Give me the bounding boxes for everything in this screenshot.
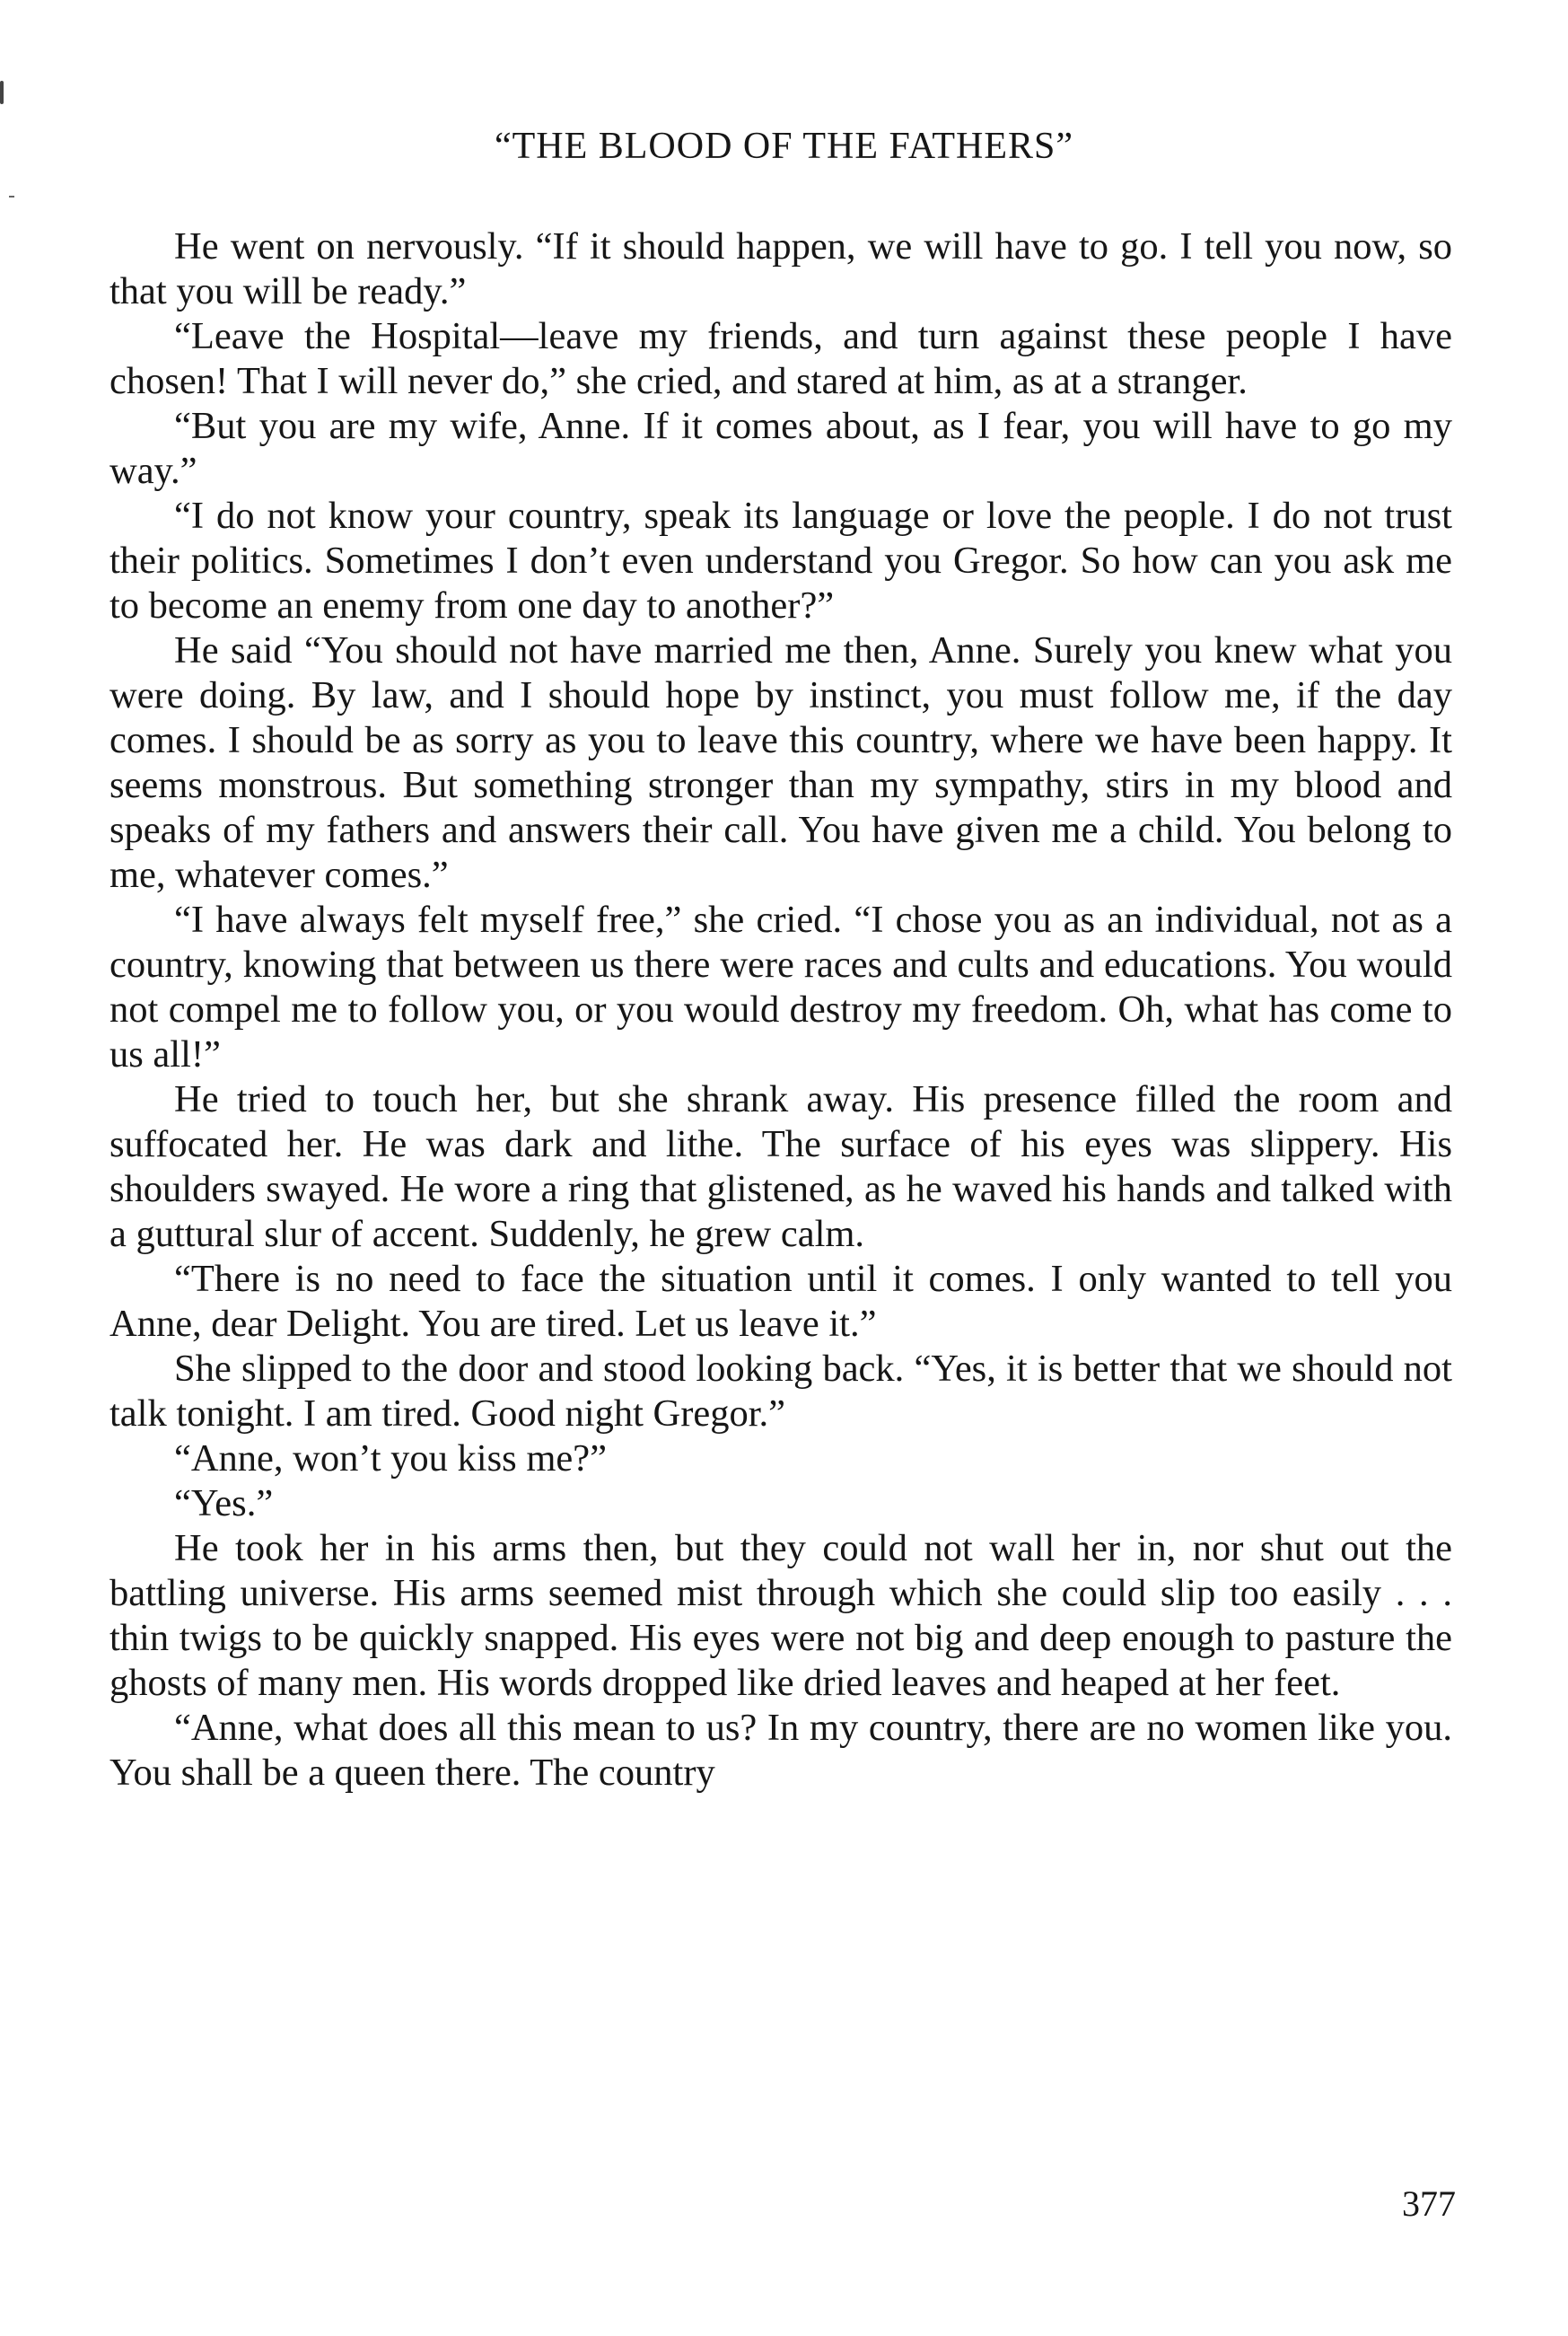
paragraph-6: “I have always felt myself free,” she cried. “I chose you as an individual, not as a country, knowing that between us there were races and cults and educations. You would not compel me to follow you, or you would destroy my freedom. Oh, what has come to us all!” <box>109 899 1452 1076</box>
paragraph-3: “But you are my wife, Anne. If it comes about, as I fear, you will have to go my way.” <box>109 405 1452 492</box>
paragraph-13: “Anne, what does all this mean to us? In my country, there are no women like you. You shall be a queen there. The country <box>109 1707 1452 1794</box>
paragraph-7: He tried to touch her, but she shrank away. His presence filled the room and suffocated her. He was dark and lithe. The surface of his eyes was slippery. His shoulders swayed. He wore a ring that glistened, as he waved his hands and talked with a guttural slur of accent. Suddenly, he grew calm. <box>109 1078 1452 1255</box>
paragraph-4: “I do not know your country, speak its language or love the people. I do not trust their politics. Sometimes I don’t even understand you Gregor. So how can you ask me to become an enemy from one day to another?” <box>109 495 1452 627</box>
paragraph-2: “Leave the Hospital—leave my friends, and turn against these people I have chosen! That I will never do,” she cried, and stared at him, as at a stranger. <box>109 315 1452 402</box>
paragraph-11: “Yes.” <box>174 1482 274 1524</box>
scan-edge-mark <box>0 81 4 104</box>
paragraph-1: He went on nervously. “If it should happen, we will have to go. I tell you now, so that you will be ready.” <box>109 225 1452 312</box>
paragraph-12: He took her in his arms then, but they could not wall her in, nor shut out the battling universe. His arms seemed mist through which she could slip too easily . . . thin twigs to be quickly snapped. His eyes were not big and deep enough to pasture the ghosts of many men. His words dropped like dried leaves and heaped at her feet. <box>109 1527 1452 1704</box>
paragraph-5: He said “You should not have married me then, Anne. Surely you knew what you were doing. By law, and I should hope by instinct, you must follow me, if the day comes. I should be as sorry as you to leave this country, where we have been happy. It seems monstrous. But something stronger than my sympathy, stirs in my blood and speaks of my fathers and answers their call. You have given me a child. You belong to me, whatever comes.” <box>109 629 1452 896</box>
running-head: “THE BLOOD OF THE FATHERS” <box>494 126 1074 167</box>
paragraph-9: She slipped to the door and stood looking back. “Yes, it is better that we should not talk tonight. I am tired. Good night Gregor.” <box>109 1348 1452 1435</box>
scan-margin-dash <box>9 196 14 198</box>
page-number: 377 <box>1402 2183 1456 2224</box>
paragraph-10: “Anne, won’t you kiss me?” <box>174 1437 607 1480</box>
body-text <box>109 224 1452 1796</box>
paragraph-8: “There is no need to face the situation until it comes. I only wanted to tell you Anne, dear Delight. You are tired. Let us leave it.” <box>109 1258 1452 1345</box>
